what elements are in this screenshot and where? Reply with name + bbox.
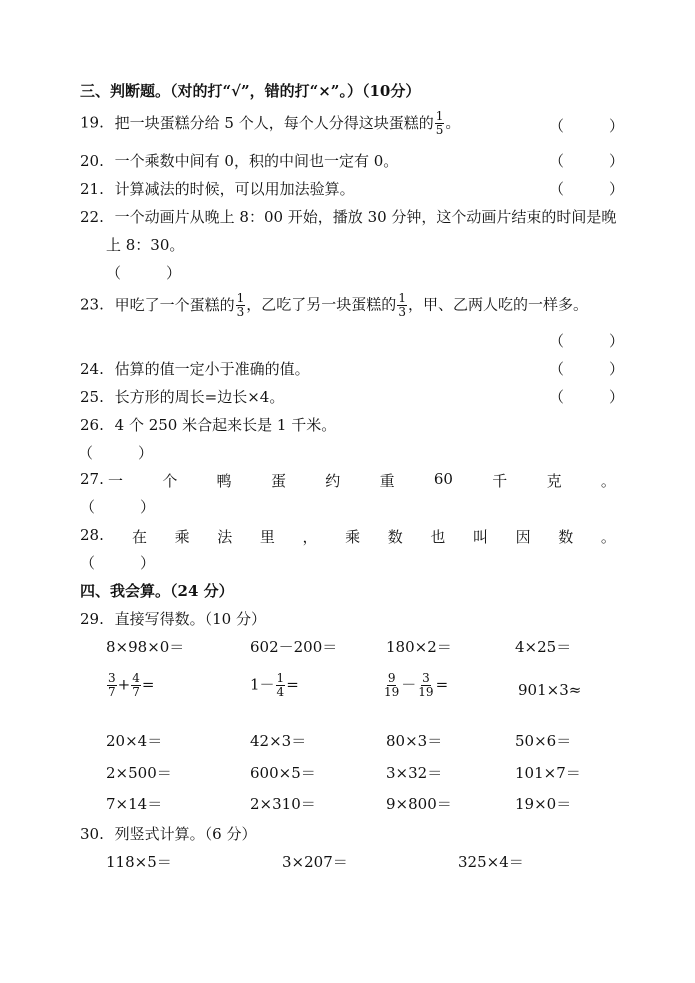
question-number: 24. bbox=[80, 360, 104, 378]
char: 鸭 bbox=[216, 472, 232, 490]
char: 。 bbox=[600, 528, 616, 546]
calc-item: 20×4＝ bbox=[106, 732, 163, 750]
calc-item: 7×14＝ bbox=[106, 795, 163, 813]
question-28-number: 28. bbox=[80, 526, 104, 544]
fraction-numerator: 4 bbox=[132, 671, 140, 685]
answer-blank-22[interactable]: （ ） bbox=[106, 264, 182, 282]
answer-blank-19[interactable]: （ ） bbox=[549, 117, 625, 135]
fraction-numerator: 1 bbox=[276, 671, 285, 685]
char: 蛋 bbox=[270, 472, 286, 490]
calc-item: 3×32＝ bbox=[386, 764, 443, 782]
equals: = bbox=[141, 675, 155, 694]
question-number: 21. bbox=[80, 180, 104, 198]
fraction-numerator: 3 bbox=[108, 671, 116, 685]
answer-blank-28[interactable]: （ ） bbox=[80, 554, 156, 572]
char: 克 bbox=[546, 472, 562, 490]
char: ， bbox=[302, 528, 318, 546]
calc-item: 2×310＝ bbox=[250, 795, 316, 813]
fraction-denominator: 3 bbox=[398, 305, 406, 319]
operator: － bbox=[401, 675, 417, 694]
calc-item: 8×98×0＝ bbox=[106, 638, 185, 656]
calc-item: 602－200＝ bbox=[250, 638, 338, 656]
fraction-denominator: 19 bbox=[384, 685, 400, 699]
question-23 bbox=[80, 292, 588, 319]
char: 数 bbox=[387, 528, 403, 546]
question-25 bbox=[80, 386, 284, 407]
calc-item: 19×0＝ bbox=[515, 795, 572, 813]
calc-item: 118×5＝ bbox=[106, 853, 172, 871]
calc-item: 50×6＝ bbox=[515, 732, 572, 750]
calc-item: 9×800＝ bbox=[386, 795, 452, 813]
question-27-number: 27. bbox=[80, 470, 104, 488]
question-26 bbox=[80, 414, 336, 435]
question-19 bbox=[80, 110, 460, 137]
calc-item: 80×3＝ bbox=[386, 732, 443, 750]
question-text: 把一块蛋糕分给 5 个人，每个人分得这块蛋糕的 bbox=[114, 113, 434, 132]
char: 也 bbox=[430, 528, 446, 546]
calc-item: 901×3≈ bbox=[518, 681, 582, 699]
operator: + bbox=[117, 675, 131, 694]
question-text: 长方形的周长=边长×4。 bbox=[114, 388, 285, 406]
char: 因 bbox=[515, 528, 531, 546]
question-number: 30. bbox=[80, 825, 104, 843]
calc-item: 325×4＝ bbox=[458, 853, 524, 871]
char: 重 bbox=[379, 472, 395, 490]
question-number: 20. bbox=[80, 152, 104, 170]
question-21 bbox=[80, 178, 355, 199]
char: 千 bbox=[492, 472, 508, 490]
fraction-denominator: 3 bbox=[236, 305, 245, 319]
fraction bbox=[383, 672, 400, 699]
question-number: 22. bbox=[80, 208, 104, 226]
question-number: 26. bbox=[80, 416, 104, 434]
fraction-denominator: 4 bbox=[276, 685, 285, 699]
question-20 bbox=[80, 150, 398, 171]
question-text: 计算减法的时候，可以用加法验算。 bbox=[114, 180, 355, 198]
fraction bbox=[417, 672, 434, 699]
question-text: 一个动画片从晚上 8：00 开始，播放 30 分钟，这个动画片结束的时间是晚 bbox=[114, 208, 617, 226]
fraction-numerator: 1 bbox=[236, 291, 245, 305]
question-22-line2: 上 8：30。 bbox=[106, 236, 185, 254]
char: 一 bbox=[108, 472, 124, 490]
calc-item: 42×3＝ bbox=[250, 732, 307, 750]
question-text: 4 个 250 米合起来长是 1 千米。 bbox=[114, 416, 337, 434]
question-number: 25. bbox=[80, 388, 104, 406]
equals: = bbox=[286, 675, 299, 694]
question-text-end: ，甲、乙两人吃的一样多。 bbox=[407, 295, 588, 314]
question-text-end: 。 bbox=[445, 113, 461, 132]
calc-item: 2×500＝ bbox=[106, 764, 172, 782]
fraction-denominator: 7 bbox=[132, 685, 140, 699]
question-22 bbox=[80, 206, 616, 227]
calc-item: 600×5＝ bbox=[250, 764, 316, 782]
answer-blank-23[interactable]: （ ） bbox=[549, 332, 625, 350]
equals: = bbox=[435, 675, 449, 694]
question-text-mid: ，乙吃了另一块蛋糕的 bbox=[246, 295, 397, 314]
fraction-numerator: 1 bbox=[435, 109, 444, 123]
question-27-text bbox=[108, 470, 616, 491]
calc-item: 101×7＝ bbox=[515, 764, 581, 782]
char: 里 bbox=[259, 528, 275, 546]
answer-blank-27[interactable]: （ ） bbox=[80, 498, 156, 516]
fraction-denominator: 7 bbox=[108, 685, 116, 699]
fraction bbox=[131, 672, 141, 699]
fraction bbox=[276, 672, 286, 699]
question-text: 直接写得数。（10 分） bbox=[114, 610, 266, 628]
char: 叫 bbox=[473, 528, 489, 546]
question-text: 甲吃了一个蛋糕的 bbox=[114, 295, 235, 314]
fraction bbox=[397, 292, 407, 319]
fraction-denominator: 5 bbox=[435, 123, 444, 137]
question-text: 一个乘数中间有 0，积的中间也一定有 0。 bbox=[114, 152, 399, 170]
question-number: 23. bbox=[80, 295, 104, 314]
char: 数 bbox=[558, 528, 574, 546]
question-30 bbox=[80, 823, 256, 844]
answer-blank-26[interactable]: （ ） bbox=[78, 444, 154, 462]
operand: 1－ bbox=[250, 675, 275, 694]
fraction bbox=[236, 292, 246, 319]
fraction-numerator: 3 bbox=[422, 671, 430, 685]
answer-blank-25[interactable]: （ ） bbox=[549, 388, 625, 406]
char: 60 bbox=[433, 470, 453, 488]
question-24 bbox=[80, 358, 310, 379]
char: 约 bbox=[325, 472, 341, 490]
question-28-text bbox=[132, 526, 616, 547]
calc-item-fraction-sum bbox=[106, 672, 154, 699]
fraction bbox=[435, 110, 445, 137]
fraction-denominator: 19 bbox=[418, 685, 434, 699]
section3-heading: 三、判断题。（对的打“√”，错的打“×”。）（10分） bbox=[80, 82, 421, 100]
answer-blank-21[interactable]: （ ） bbox=[549, 180, 625, 198]
char: 在 bbox=[132, 528, 148, 546]
char: 法 bbox=[217, 528, 233, 546]
char: 乘 bbox=[345, 528, 361, 546]
char: 乘 bbox=[174, 528, 190, 546]
section4-heading: 四、我会算。（24 分） bbox=[80, 582, 234, 600]
calc-item-fraction-sub bbox=[382, 672, 448, 699]
fraction bbox=[107, 672, 117, 699]
calc-item: 180×2＝ bbox=[386, 638, 452, 656]
calc-item: 4×25＝ bbox=[515, 638, 572, 656]
char: 。 bbox=[600, 472, 616, 490]
question-number: 29. bbox=[80, 610, 104, 628]
question-number: 19. bbox=[80, 113, 104, 132]
question-text: 列竖式计算。（6 分） bbox=[114, 825, 257, 843]
answer-blank-24[interactable]: （ ） bbox=[549, 360, 625, 378]
question-29 bbox=[80, 608, 266, 629]
char: 个 bbox=[162, 472, 178, 490]
calc-item: 3×207＝ bbox=[282, 853, 348, 871]
fraction-numerator: 1 bbox=[398, 291, 406, 305]
calc-item-fraction-diff bbox=[250, 672, 299, 699]
fraction-numerator: 9 bbox=[387, 671, 396, 685]
question-text: 估算的值一定小于准确的值。 bbox=[114, 360, 310, 378]
answer-blank-20[interactable]: （ ） bbox=[549, 152, 625, 170]
